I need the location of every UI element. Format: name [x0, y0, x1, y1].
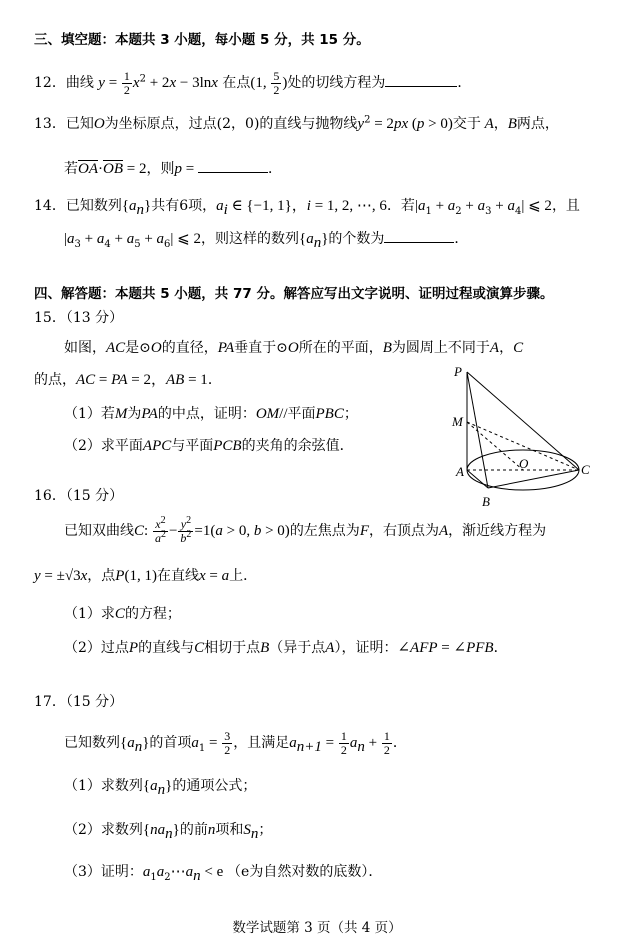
question-13-cont: 若$\overline{OA}\cdot\overline{OB} = 2$，则p = ．	[64, 158, 282, 179]
label-B: B	[482, 494, 490, 509]
question-14-cont: $|a_3 + a_4 + a_5 + a_6|$ ⩽ 2，则这样的数列$\{a_n\}$的个数为 ．	[64, 228, 468, 249]
question-17-body: 已知数列$\{a_n\}$的首项$a_1$ = $\frac{3}{2}$ ，且满足$a_{n+1}$ = $\frac{1}{2}$ $a_n$ + $\frac{1}{2}$ ．	[64, 728, 407, 757]
question-17-part-2: （2）求数列$\{na_n\}$的前n项和$S_n$；	[64, 822, 273, 842]
label-O: O	[519, 456, 529, 471]
label-A: A	[456, 464, 464, 479]
question-17-part-3: （3）证明：$a_1a_2\cdots a_n < e$ （e为自然对数的底数）．	[64, 864, 383, 884]
label-M: M	[452, 414, 463, 429]
section-heading-solve: 四、解答题：本题共 5 小题，共 77 分。解答应写出文字说明、证明过程或演算步骤。	[34, 286, 554, 302]
question-16-body-cont: y = ±√3x，点P(1, 1)在直线x = a上．	[34, 568, 258, 584]
question-15-part-1: （1）若M为PA的中点，证明：OM//平面PBC；	[64, 406, 358, 422]
question-number: 12．	[34, 75, 66, 91]
question-16-part-2: （2）过点P的直线与C相切于点B（异于点A），证明：∠AFP = ∠PFB．	[64, 640, 508, 656]
question-14: 14．已知数列$\{a_n\}$共有6项，$a_i$ ∈ {−1, 1}，i = 1, 2, ⋯, 6．若$|a_1 + a_2 + a_3 + a_4|$ ⩽ 2，且	[34, 198, 580, 218]
answer-blank	[385, 72, 457, 87]
question-15-header: 15．（13 分）	[34, 310, 124, 326]
answer-blank	[198, 158, 268, 173]
question-13: 13．已知O为坐标原点，过点(2，0)的直线与抛物线$y^2 = 2px$ (p > 0)交于 A，B两点，	[34, 114, 559, 132]
question-15-part-2: （2）求平面APC与平面PCB的夹角的余弦值．	[64, 438, 354, 454]
geometry-figure	[446, 360, 596, 516]
question-12: 12．曲线 y = $\frac{1}{2}$ $x^2 + 2x - 3\ln x$ 在点(1, $\frac{5}{2}$ )处的切线方程为 ．	[34, 68, 472, 97]
question-17-header: 17．（15 分）	[34, 694, 124, 710]
question-16-body: 已知双曲线C: $\frac{x^2}{a^2}$ − $\frac{y^2}{b^2}$ =1(a > 0, b > 0)的左焦点为F，右顶点为A，渐近线方程为	[64, 514, 547, 545]
question-number: 14．	[34, 198, 66, 214]
question-15-body-cont: 的点，AC = PA = 2，AB = 1．	[34, 372, 222, 388]
page-footer: 数学试题第 3 页（共 4 页）	[232, 920, 402, 936]
answer-blank	[384, 228, 454, 243]
question-15-body: 如图，AC是⊙O的直径，PA垂直于⊙O所在的平面，B为圆周上不同于A，C	[64, 340, 524, 356]
section-heading-fill-blank: 三、填空题：本题共 3 小题，每小题 5 分，共 15 分。	[34, 32, 370, 48]
label-C: C	[581, 462, 590, 477]
label-P: P	[454, 364, 462, 379]
question-16-header: 16．（15 分）	[34, 488, 124, 504]
question-17-part-1: （1）求数列$\{a_n\}$的通项公式；	[64, 778, 257, 798]
question-16-part-1: （1）求C的方程；	[64, 606, 181, 622]
question-number: 13．	[34, 116, 66, 132]
